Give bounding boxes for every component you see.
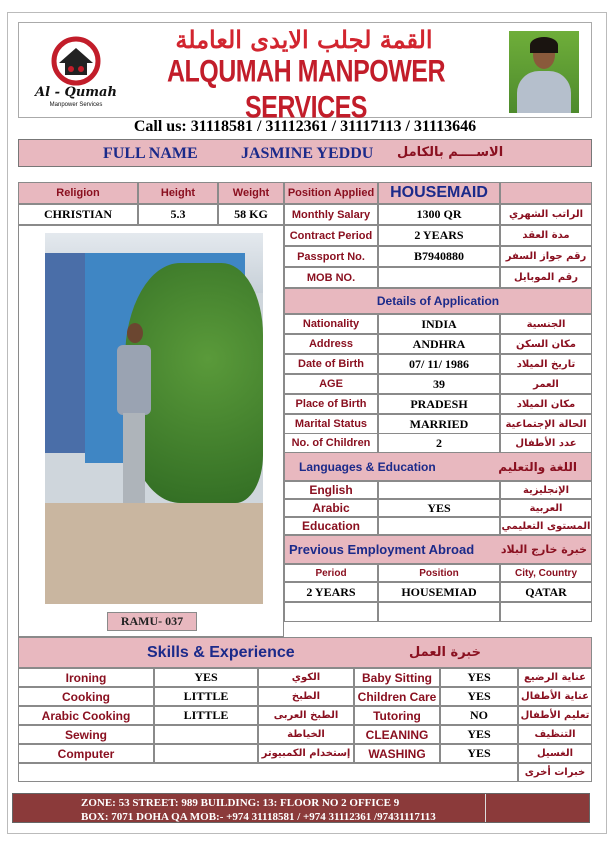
contract-arabic: مدة العقد bbox=[500, 225, 592, 246]
contract-arabic: الراتب الشهري bbox=[500, 204, 592, 225]
languages-arabic: اللغة والتعليم bbox=[498, 459, 577, 474]
employment-arabic: خبرة خارج البلاد bbox=[500, 543, 587, 556]
language-arabic: المستوى التعليمي bbox=[500, 517, 592, 535]
detail-label: Address bbox=[284, 334, 378, 354]
photo-code: RAMU- 037 bbox=[107, 612, 197, 631]
detail-arabic: مكان الميلاد bbox=[500, 394, 592, 414]
logo-text: Al - Qumah bbox=[35, 85, 117, 100]
skill-arabic: الطبخ bbox=[258, 687, 354, 706]
detail-label: Marital Status bbox=[284, 414, 378, 434]
skill-value: NO bbox=[440, 706, 518, 725]
skill-label: Children Care bbox=[354, 687, 440, 706]
detail-label: No. of Children bbox=[284, 433, 378, 453]
language-arabic: العربية bbox=[500, 499, 592, 517]
skill-arabic: عناية الأطفال bbox=[518, 687, 592, 706]
details-header: Details of Application bbox=[284, 288, 592, 314]
name-bar bbox=[18, 139, 592, 167]
skill-value bbox=[154, 725, 258, 744]
position-value: HOUSEMAID bbox=[378, 182, 500, 204]
skill-arabic: إستخدام الكمبيوتر bbox=[258, 744, 354, 763]
detail-arabic: تاريخ الميلاد bbox=[500, 354, 592, 374]
other-skills-blank bbox=[18, 763, 518, 782]
position-blank bbox=[500, 182, 592, 204]
detail-value: MARRIED bbox=[378, 414, 500, 434]
contract-value bbox=[378, 267, 500, 288]
employment-title: Previous Employment Abroad bbox=[289, 542, 475, 557]
skill-arabic: التنظيف bbox=[518, 725, 592, 744]
height-value: 5.3 bbox=[138, 204, 218, 225]
skill-arabic: عناية الرضيع bbox=[518, 668, 592, 687]
candidate-full-photo bbox=[45, 233, 263, 604]
language-value bbox=[378, 481, 500, 499]
footer bbox=[12, 793, 590, 823]
language-arabic: الإنجليزية bbox=[500, 481, 592, 499]
skill-label: Arabic Cooking bbox=[18, 706, 154, 725]
skill-arabic: تعليم الأطفال bbox=[518, 706, 592, 725]
contract-label: Contract Period bbox=[284, 225, 378, 246]
footer-line-2: BOX: 7071 DOHA QA MOB:- +974 31118581 / +974 31112361 /97431117113 bbox=[81, 811, 436, 823]
contract-value: 2 YEARS bbox=[378, 225, 500, 246]
skill-value: YES bbox=[154, 668, 258, 687]
skill-value: YES bbox=[440, 668, 518, 687]
detail-label: Place of Birth bbox=[284, 394, 378, 414]
name-label: FULL NAME bbox=[103, 145, 198, 162]
skills-arabic: خبرة العمل bbox=[409, 645, 481, 660]
contract-arabic: رقم جواز السفر bbox=[500, 246, 592, 267]
skill-label: Ironing bbox=[18, 668, 154, 687]
skill-value bbox=[154, 744, 258, 763]
full-name: JASMINE YEDDU bbox=[241, 145, 374, 162]
language-label: Education bbox=[284, 517, 378, 535]
skills-header bbox=[18, 637, 592, 668]
skill-value: LITTLE bbox=[154, 687, 258, 706]
skill-label: Sewing bbox=[18, 725, 154, 744]
employment-empty-3 bbox=[500, 602, 592, 622]
height-header: Height bbox=[138, 182, 218, 204]
skill-label: Baby Sitting bbox=[354, 668, 440, 687]
logo-subtext: Manpower Services bbox=[49, 102, 103, 108]
employment-header bbox=[284, 535, 592, 564]
employment-col-position: Position bbox=[378, 564, 500, 582]
skill-value: YES bbox=[440, 725, 518, 744]
languages-title: Languages & Education bbox=[299, 459, 436, 474]
detail-arabic: الحالة الإجتماعية bbox=[500, 414, 592, 434]
footer-line-1: ZONE: 53 STREET: 989 BUILDING: 13: FLOOR NO 2 OFFICE 9 bbox=[81, 797, 400, 809]
skill-value: YES bbox=[440, 687, 518, 706]
detail-arabic: العمر bbox=[500, 374, 592, 394]
employment-col-country: City, Country bbox=[500, 564, 592, 582]
weight-value: 58 KG bbox=[218, 204, 284, 225]
detail-value: INDIA bbox=[378, 314, 500, 334]
skill-value: LITTLE bbox=[154, 706, 258, 725]
contract-arabic: رقم الموبايل bbox=[500, 267, 592, 288]
company-title: ALQUMAH MANPOWER SERVICES bbox=[166, 53, 446, 125]
header bbox=[18, 22, 592, 125]
detail-value: 39 bbox=[378, 374, 500, 394]
language-value: YES bbox=[378, 499, 500, 517]
skill-arabic: الكوي bbox=[258, 668, 354, 687]
skill-label: WASHING bbox=[354, 744, 440, 763]
skill-label: Tutoring bbox=[354, 706, 440, 725]
contract-label: Passport No. bbox=[284, 246, 378, 267]
employment-empty-1 bbox=[284, 602, 378, 622]
skills-title: Skills & Experience bbox=[147, 644, 295, 661]
language-label: English bbox=[284, 481, 378, 499]
skill-label: CLEANING bbox=[354, 725, 440, 744]
skill-label: Computer bbox=[18, 744, 154, 763]
detail-value: ANDHRA bbox=[378, 334, 500, 354]
detail-arabic: الجنسية bbox=[500, 314, 592, 334]
detail-value: PRADESH bbox=[378, 394, 500, 414]
skill-arabic: الخياطة bbox=[258, 725, 354, 744]
skill-arabic: الغسيل bbox=[518, 744, 592, 763]
position-label: Position Applied bbox=[284, 182, 378, 204]
skill-label: Cooking bbox=[18, 687, 154, 706]
skill-arabic: الطبخ العربى bbox=[258, 706, 354, 725]
employment-position: HOUSEMIAD bbox=[378, 582, 500, 602]
detail-label: Nationality bbox=[284, 314, 378, 334]
phone-numbers: Call us: 31118581 / 31112361 / 31117113 / 31113646 bbox=[133, 118, 477, 135]
company-logo bbox=[31, 31, 121, 111]
contract-label: MOB NO. bbox=[284, 267, 378, 288]
contract-value: 1300 QR bbox=[378, 204, 500, 225]
candidate-portrait bbox=[509, 31, 579, 113]
skill-value: YES bbox=[440, 744, 518, 763]
religion-header: Religion bbox=[18, 182, 138, 204]
detail-label: AGE bbox=[284, 374, 378, 394]
employment-country: QATAR bbox=[500, 582, 592, 602]
employment-empty-2 bbox=[378, 602, 500, 622]
detail-arabic: عدد الأطفال bbox=[500, 433, 592, 453]
language-label: Arabic bbox=[284, 499, 378, 517]
employment-col-period: Period bbox=[284, 564, 378, 582]
detail-value: 2 bbox=[378, 433, 500, 453]
employment-period: 2 YEARS bbox=[284, 582, 378, 602]
detail-value: 07/ 11/ 1986 bbox=[378, 354, 500, 374]
other-skills-label: خبرات أخرى bbox=[518, 763, 592, 782]
name-arabic-label: الاســــم بالكامل bbox=[397, 145, 504, 160]
religion-value: CHRISTIAN bbox=[18, 204, 138, 225]
arabic-company-title: القمة لجلب الايدى العاملة bbox=[175, 25, 433, 54]
weight-header: Weight bbox=[218, 182, 284, 204]
language-value bbox=[378, 517, 500, 535]
detail-label: Date of Birth bbox=[284, 354, 378, 374]
detail-arabic: مكان السكن bbox=[500, 334, 592, 354]
languages-header bbox=[284, 452, 592, 481]
contract-label: Monthly Salary bbox=[284, 204, 378, 225]
contract-value: B7940880 bbox=[378, 246, 500, 267]
